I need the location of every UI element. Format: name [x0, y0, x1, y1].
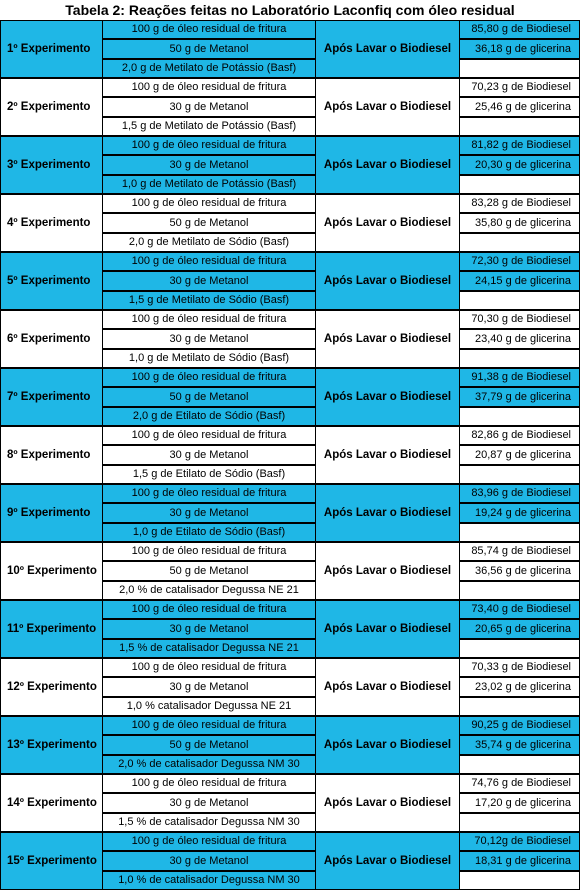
glycerin-cell: 20,87 g de glicerina [459, 445, 580, 465]
empty-result-cell [459, 523, 580, 542]
biodiesel-cell: 70,30 g de Biodiesel [459, 310, 580, 329]
empty-result-cell [459, 755, 580, 774]
oil-cell: 100 g de óleo residual de fritura [102, 484, 316, 503]
oil-cell: 100 g de óleo residual de fritura [102, 716, 316, 735]
after-wash-label: Após Lavar o Biodiesel [315, 716, 460, 774]
methanol-cell: 30 g de Metanol [102, 445, 316, 465]
after-wash-label: Após Lavar o Biodiesel [315, 78, 460, 136]
biodiesel-cell: 73,40 g de Biodiesel [459, 600, 580, 619]
catalyst-cell: 1,5 g de Etilato de Sódio (Basf) [102, 465, 316, 484]
empty-result-cell [459, 291, 580, 310]
glycerin-cell: 24,15 g de glicerina [459, 271, 580, 291]
empty-result-cell [459, 175, 580, 194]
glycerin-cell: 19,24 g de glicerina [459, 503, 580, 523]
methanol-cell: 50 g de Metanol [102, 39, 316, 59]
after-wash-label: Após Lavar o Biodiesel [315, 20, 460, 78]
experiment-label: 8º Experimento [0, 426, 103, 484]
empty-result-cell [459, 233, 580, 252]
empty-result-cell [459, 639, 580, 658]
experiment-row [0, 426, 580, 484]
experiment-label: 9º Experimento [0, 484, 103, 542]
catalyst-cell: 2,0 % de catalisador Degussa NE 21 [102, 581, 316, 600]
after-wash-label: Após Lavar o Biodiesel [315, 542, 460, 600]
experiment-label: 4º Experimento [0, 194, 103, 252]
experiment-row [0, 310, 580, 368]
glycerin-cell: 17,20 g de glicerina [459, 793, 580, 813]
after-wash-label: Após Lavar o Biodiesel [315, 774, 460, 832]
biodiesel-cell: 70,12g de Biodiesel [459, 832, 580, 851]
experiment-label: 10º Experimento [0, 542, 103, 600]
experiment-label: 14º Experimento [0, 774, 103, 832]
catalyst-cell: 1,0 g de Etilato de Sódio (Basf) [102, 523, 316, 542]
experiment-row [0, 368, 580, 426]
oil-cell: 100 g de óleo residual de fritura [102, 310, 316, 329]
experiment-label: 15º Experimento [0, 832, 103, 890]
empty-result-cell [459, 465, 580, 484]
biodiesel-cell: 90,25 g de Biodiesel [459, 716, 580, 735]
methanol-cell: 50 g de Metanol [102, 387, 316, 407]
catalyst-cell: 1,0 g de Metilato de Potássio (Basf) [102, 175, 316, 194]
after-wash-label: Após Lavar o Biodiesel [315, 484, 460, 542]
experiment-label: 11º Experimento [0, 600, 103, 658]
table-title: Tabela 2: Reações feitas no Laboratório Laconfiq com óleo residual [65, 2, 515, 18]
glycerin-cell: 36,18 g de glicerina [459, 39, 580, 59]
after-wash-label: Após Lavar o Biodiesel [315, 658, 460, 716]
catalyst-cell: 1,0 g de Metilato de Sódio (Basf) [102, 349, 316, 368]
oil-cell: 100 g de óleo residual de fritura [102, 774, 316, 793]
methanol-cell: 50 g de Metanol [102, 213, 316, 233]
catalyst-cell: 1,0 % de catalisador Degussa NM 30 [102, 871, 316, 890]
after-wash-label: Após Lavar o Biodiesel [315, 194, 460, 252]
empty-result-cell [459, 813, 580, 832]
glycerin-cell: 35,74 g de glicerina [459, 735, 580, 755]
catalyst-cell: 2,0 % de catalisador Degussa NM 30 [102, 755, 316, 774]
methanol-cell: 30 g de Metanol [102, 97, 316, 117]
methanol-cell: 30 g de Metanol [102, 619, 316, 639]
oil-cell: 100 g de óleo residual de fritura [102, 658, 316, 677]
catalyst-cell: 1,0 % catalisador Degussa NE 21 [102, 697, 316, 716]
experiment-row [0, 658, 580, 716]
biodiesel-cell: 85,80 g de Biodiesel [459, 20, 580, 39]
empty-result-cell [459, 349, 580, 368]
experiment-label: 2º Experimento [0, 78, 103, 136]
biodiesel-cell: 85,74 g de Biodiesel [459, 542, 580, 561]
after-wash-label: Após Lavar o Biodiesel [315, 426, 460, 484]
biodiesel-cell: 82,86 g de Biodiesel [459, 426, 580, 445]
biodiesel-cell: 70,23 g de Biodiesel [459, 78, 580, 97]
biodiesel-cell: 70,33 g de Biodiesel [459, 658, 580, 677]
oil-cell: 100 g de óleo residual de fritura [102, 426, 316, 445]
experiment-label: 6º Experimento [0, 310, 103, 368]
experiment-label: 7º Experimento [0, 368, 103, 426]
oil-cell: 100 g de óleo residual de fritura [102, 20, 316, 39]
experiment-row [0, 194, 580, 252]
oil-cell: 100 g de óleo residual de fritura [102, 252, 316, 271]
after-wash-label: Após Lavar o Biodiesel [315, 600, 460, 658]
experiment-row [0, 484, 580, 542]
experiment-row [0, 542, 580, 600]
after-wash-label: Após Lavar o Biodiesel [315, 310, 460, 368]
methanol-cell: 30 g de Metanol [102, 503, 316, 523]
oil-cell: 100 g de óleo residual de fritura [102, 136, 316, 155]
oil-cell: 100 g de óleo residual de fritura [102, 600, 316, 619]
glycerin-cell: 23,02 g de glicerina [459, 677, 580, 697]
biodiesel-cell: 74,76 g de Biodiesel [459, 774, 580, 793]
biodiesel-cell: 83,28 g de Biodiesel [459, 194, 580, 213]
glycerin-cell: 20,65 g de glicerina [459, 619, 580, 639]
methanol-cell: 30 g de Metanol [102, 329, 316, 349]
oil-cell: 100 g de óleo residual de fritura [102, 832, 316, 851]
empty-result-cell [459, 697, 580, 716]
experiment-label: 13º Experimento [0, 716, 103, 774]
glycerin-cell: 20,30 g de glicerina [459, 155, 580, 175]
experiment-row [0, 832, 580, 890]
experiment-label: 1º Experimento [0, 20, 103, 78]
biodiesel-cell: 83,96 g de Biodiesel [459, 484, 580, 503]
methanol-cell: 30 g de Metanol [102, 677, 316, 697]
empty-result-cell [459, 581, 580, 600]
empty-result-cell [459, 59, 580, 78]
catalyst-cell: 2,0 g de Metilato de Potássio (Basf) [102, 59, 316, 78]
experiment-row [0, 136, 580, 194]
catalyst-cell: 1,5 g de Metilato de Potássio (Basf) [102, 117, 316, 136]
oil-cell: 100 g de óleo residual de fritura [102, 194, 316, 213]
methanol-cell: 30 g de Metanol [102, 271, 316, 291]
glycerin-cell: 23,40 g de glicerina [459, 329, 580, 349]
biodiesel-cell: 81,82 g de Biodiesel [459, 136, 580, 155]
catalyst-cell: 1,5 g de Metilato de Sódio (Basf) [102, 291, 316, 310]
glycerin-cell: 25,46 g de glicerina [459, 97, 580, 117]
glycerin-cell: 37,79 g de glicerina [459, 387, 580, 407]
oil-cell: 100 g de óleo residual de fritura [102, 542, 316, 561]
glycerin-cell: 18,31 g de glicerina [459, 851, 580, 871]
catalyst-cell: 2,0 g de Etilato de Sódio (Basf) [102, 407, 316, 426]
methanol-cell: 30 g de Metanol [102, 851, 316, 871]
experiment-row [0, 600, 580, 658]
experiment-row [0, 20, 580, 78]
biodiesel-cell: 72,30 g de Biodiesel [459, 252, 580, 271]
experiment-label: 3º Experimento [0, 136, 103, 194]
methanol-cell: 50 g de Metanol [102, 735, 316, 755]
catalyst-cell: 1,5 % de catalisador Degussa NM 30 [102, 813, 316, 832]
after-wash-label: Após Lavar o Biodiesel [315, 368, 460, 426]
methanol-cell: 30 g de Metanol [102, 155, 316, 175]
experiment-label: 5º Experimento [0, 252, 103, 310]
empty-result-cell [459, 117, 580, 136]
experiment-row [0, 252, 580, 310]
after-wash-label: Após Lavar o Biodiesel [315, 832, 460, 890]
empty-result-cell [459, 407, 580, 426]
glycerin-cell: 36,56 g de glicerina [459, 561, 580, 581]
experiment-row [0, 774, 580, 832]
experiment-label: 12º Experimento [0, 658, 103, 716]
biodiesel-cell: 91,38 g de Biodiesel [459, 368, 580, 387]
after-wash-label: Após Lavar o Biodiesel [315, 252, 460, 310]
oil-cell: 100 g de óleo residual de fritura [102, 78, 316, 97]
glycerin-cell: 35,80 g de glicerina [459, 213, 580, 233]
experiments-table [0, 20, 580, 893]
catalyst-cell: 1,5 % de catalisador Degussa NE 21 [102, 639, 316, 658]
experiment-row [0, 78, 580, 136]
catalyst-cell: 2,0 g de Metilato de Sódio (Basf) [102, 233, 316, 252]
oil-cell: 100 g de óleo residual de fritura [102, 368, 316, 387]
experiment-row [0, 716, 580, 774]
methanol-cell: 50 g de Metanol [102, 561, 316, 581]
methanol-cell: 30 g de Metanol [102, 793, 316, 813]
empty-result-cell [459, 871, 580, 890]
after-wash-label: Após Lavar o Biodiesel [315, 136, 460, 194]
